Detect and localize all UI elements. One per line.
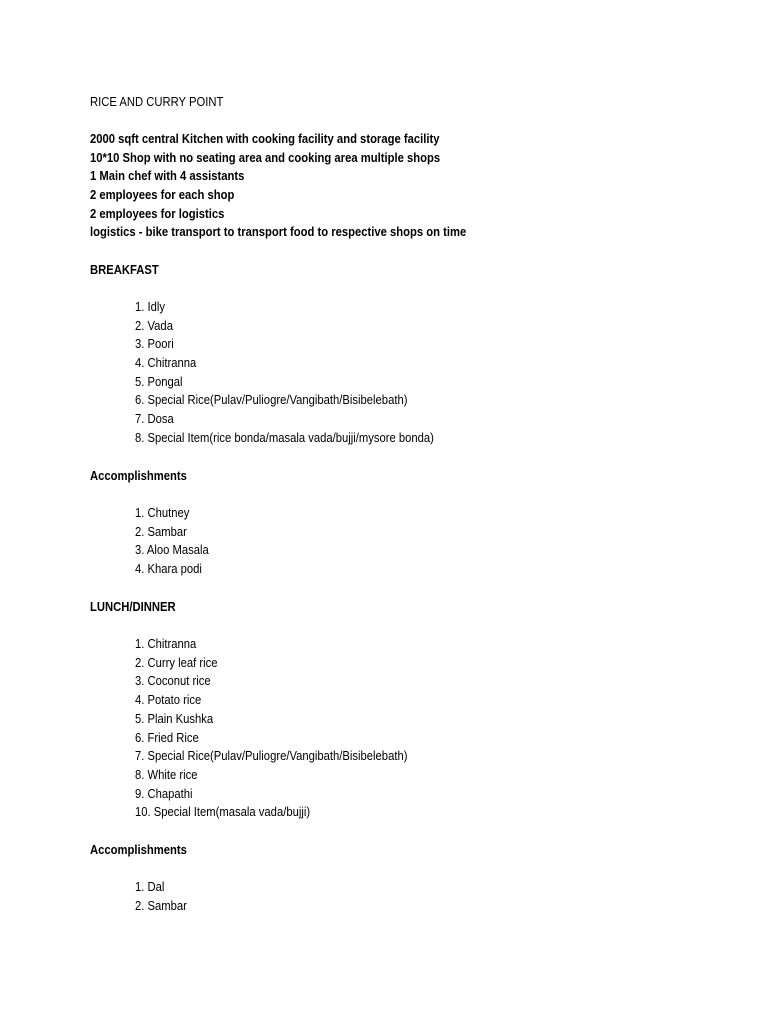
list-item: 3. Aloo Masala bbox=[135, 543, 209, 557]
list-item: 1. Idly bbox=[135, 300, 166, 314]
list-item: 5. Pongal bbox=[135, 375, 183, 389]
list-item: 5. Plain Kushka bbox=[135, 712, 214, 726]
list-item: 8. White rice bbox=[135, 768, 198, 782]
document-title: RICE AND CURRY POINT bbox=[90, 95, 224, 109]
list-item: 1. Chitranna bbox=[135, 637, 197, 651]
list-item: 10. Special Item(masala vada/bujji) bbox=[135, 805, 311, 819]
list-item: 6. Special Rice(Pulav/Puliogre/Vangibath/Bisibelebath) bbox=[135, 393, 408, 407]
intro-line: 2 employees for each shop bbox=[90, 188, 235, 202]
list-item: 1. Dal bbox=[135, 880, 165, 894]
section-heading-lunch-dinner: LUNCH/DINNER bbox=[90, 600, 176, 614]
list-item: 8. Special Item(rice bonda/masala vada/bujji/mysore bonda) bbox=[135, 431, 434, 445]
intro-line: 2000 sqft central Kitchen with cooking facility and storage facility bbox=[90, 132, 440, 146]
list-item: 4. Chitranna bbox=[135, 356, 197, 370]
intro-line: 10*10 Shop with no seating area and cooking area multiple shops bbox=[90, 151, 441, 165]
intro-line: 1 Main chef with 4 assistants bbox=[90, 169, 245, 183]
list-item: 9. Chapathi bbox=[135, 787, 193, 801]
list-item: 2. Vada bbox=[135, 319, 173, 333]
list-item: 3. Poori bbox=[135, 337, 174, 351]
intro-line: logistics - bike transport to transport food to respective shops on time bbox=[90, 225, 467, 239]
list-item: 2. Curry leaf rice bbox=[135, 656, 218, 670]
intro-line: 2 employees for logistics bbox=[90, 207, 225, 221]
section-heading-breakfast: BREAKFAST bbox=[90, 263, 159, 277]
list-item: 7. Dosa bbox=[135, 412, 174, 426]
list-item: 2. Sambar bbox=[135, 899, 187, 913]
list-item: 7. Special Rice(Pulav/Puliogre/Vangibath/Bisibelebath) bbox=[135, 749, 408, 763]
section-heading-accompaniments: Accomplishments bbox=[90, 469, 187, 483]
list-item: 2. Sambar bbox=[135, 525, 187, 539]
list-item: 1. Chutney bbox=[135, 506, 190, 520]
section-heading-accompaniments: Accomplishments bbox=[90, 843, 187, 857]
list-item: 4. Potato rice bbox=[135, 693, 202, 707]
list-item: 3. Coconut rice bbox=[135, 674, 211, 688]
list-item: 6. Fried Rice bbox=[135, 731, 199, 745]
list-item: 4. Khara podi bbox=[135, 562, 202, 576]
